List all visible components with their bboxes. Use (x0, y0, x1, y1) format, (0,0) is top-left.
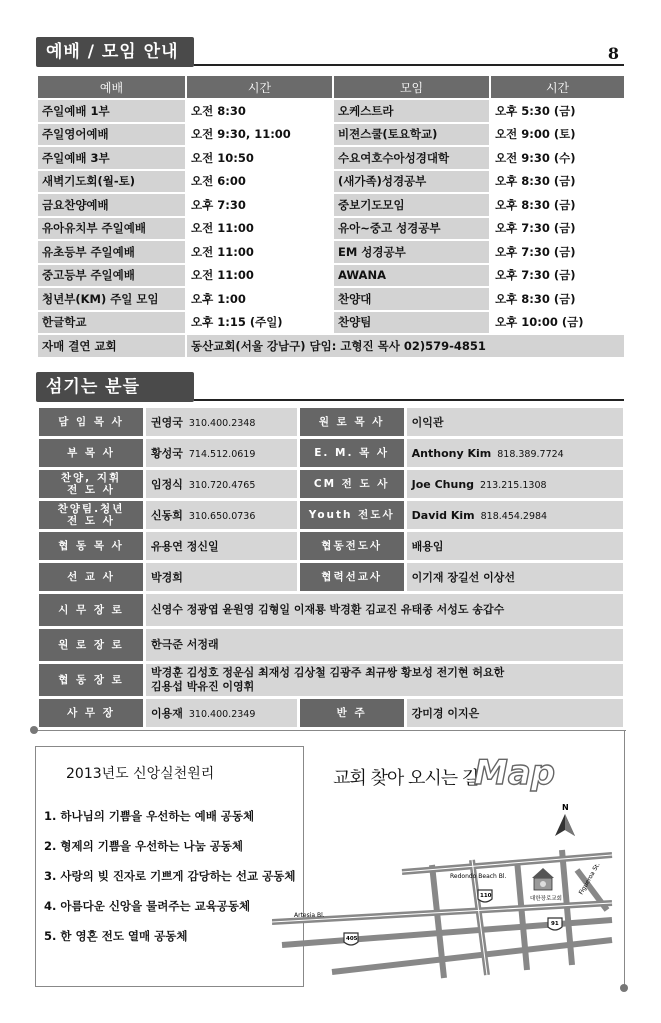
staff-name-text: 이익관 (411, 416, 444, 429)
highway-shield-icon (478, 890, 492, 902)
list-item: 3. 사랑의 빚 진자로 기쁘게 감당하는 선교 공동체 (44, 869, 296, 883)
staff-role (39, 629, 143, 661)
table-row (38, 241, 624, 263)
staff-name-text: David Kim (411, 508, 475, 522)
svg-text:110: 110 (480, 893, 492, 899)
phone-number: 310.720.4765 (188, 480, 256, 491)
table-cell: 오전 9:30 (수) (491, 147, 624, 169)
staff-role-text: 협력선교사 (321, 571, 383, 583)
highway-shield-icon (548, 918, 562, 930)
staff-row (39, 699, 623, 727)
staff-name (407, 532, 623, 560)
staff-name-text: 배용임 (411, 540, 444, 553)
svg-text:91: 91 (551, 921, 559, 927)
staff-role (39, 532, 143, 560)
staff-name (407, 501, 623, 529)
staff-name-text: 강미경 이지은 (411, 707, 480, 720)
staff-table (36, 405, 626, 730)
map-title: 교회 찾아 오시는 길 (333, 768, 479, 789)
table-cell: 오케스트라 (334, 100, 489, 122)
table-cell: 금요찬양예배 (38, 194, 185, 216)
staff-role-text: 원 로 장 로 (58, 639, 124, 651)
staff-name (146, 501, 297, 529)
table-row (38, 124, 624, 146)
phone-number: 714.512.0619 (188, 449, 256, 460)
staff-role-text: 협동전도사 (321, 540, 383, 552)
corner-dot (620, 984, 628, 992)
staff-row (39, 563, 623, 591)
staff-names-text: 박경훈 김성호 정운심 최재성 김상철 김광주 최규쌍 황보성 전기현 허요한 김용섭 박유진 이영휘 (151, 666, 505, 693)
staff-names-text: 한극준 서정래 (151, 638, 219, 651)
staff-role (300, 470, 404, 498)
staff-role (300, 563, 404, 591)
north-arrow-icon (555, 803, 575, 836)
staff-role (39, 699, 143, 727)
staff-name (407, 699, 623, 727)
table-cell: 새벽기도회(월-토) (38, 171, 185, 193)
table-cell: 비젼스쿨(토요학교) (334, 124, 489, 146)
staff-name-text: 권영국 (151, 416, 183, 429)
staff-role (300, 501, 404, 529)
table-cell: 주일예배 3부 (38, 147, 185, 169)
staff-name (407, 408, 623, 436)
phone-number: 310.650.0736 (188, 511, 256, 522)
divider-line (624, 730, 625, 985)
staff-role-text: Youth 전도사 (308, 509, 395, 521)
staff-role (300, 699, 404, 727)
table-cell: 오전 11:00 (187, 241, 332, 263)
phone-number: 818.389.7724 (497, 448, 564, 460)
staff-name-text: 임정식 (151, 478, 183, 491)
divider-line (34, 730, 626, 731)
table-cell: 찬양팀 (334, 312, 489, 334)
table-row (38, 194, 624, 216)
staff-names (146, 594, 623, 626)
principles-box (35, 746, 304, 987)
list-item: 2. 형제의 기쁨을 우선하는 나눔 공동체 (44, 839, 244, 853)
schedule-table (36, 74, 626, 359)
table-row (38, 265, 624, 287)
table-cell: (새가족)성경공부 (334, 171, 489, 193)
table-row (38, 218, 624, 240)
list-item: 1. 하나님의 기쁨을 우선하는 예배 공동체 (44, 809, 255, 823)
table-cell: 오후 10:00 (금) (491, 312, 624, 334)
staff-role (39, 408, 143, 436)
table-cell: 오후 7:30 (금) (491, 218, 624, 240)
staff-name-text: 이기재 장길선 이상선 (411, 571, 515, 584)
staff-name-text: 박경희 (151, 571, 183, 584)
staff-role (39, 594, 143, 626)
staff-role-text: 부 목 사 (67, 447, 115, 459)
svg-text:N: N (562, 803, 569, 812)
svg-text:405: 405 (346, 936, 358, 942)
table-cell: 오전 11:00 (187, 265, 332, 287)
table-row (38, 100, 624, 122)
phone-number: 818.454.2984 (480, 510, 548, 522)
page-number: 8 (607, 44, 619, 63)
staff-name (146, 699, 297, 727)
street-label: Artesia Bl. (294, 912, 325, 919)
map-logo-text: Map (474, 753, 556, 792)
list-item: 4. 아름다운 신앙을 물려주는 교육공동체 (44, 899, 251, 913)
phone-number: 310.400.2348 (188, 418, 256, 429)
table-cell: 오전 6:00 (187, 171, 332, 193)
staff-role (39, 439, 143, 467)
staff-name (146, 439, 297, 467)
staff-name-text: 황성국 (151, 447, 183, 460)
table-cell: 유초등부 주일예배 (38, 241, 185, 263)
staff-role-text: 찬양팀.청년 전 도 사 (57, 503, 125, 527)
staff-role (39, 563, 143, 591)
header-service: 예배 (38, 76, 185, 98)
staff-row (39, 629, 623, 661)
table-cell: 오후 8:30 (금) (491, 194, 624, 216)
table-cell: AWANA (334, 265, 489, 287)
sister-church-label: 자매 결연 교회 (38, 335, 185, 357)
staff-name (407, 470, 623, 498)
staff-row (39, 470, 623, 498)
staff-row (39, 439, 623, 467)
staff-row (39, 594, 623, 626)
table-cell: 유아유치부 주일예배 (38, 218, 185, 240)
staff-name (407, 563, 623, 591)
table-row (38, 288, 624, 310)
header-time: 시간 (491, 76, 624, 98)
staff-role-text: E. M. 목 사 (314, 447, 390, 459)
staff-role-text: 시 무 장 로 (58, 604, 124, 616)
table-cell: 오전 11:00 (187, 218, 332, 240)
principles-list (44, 809, 295, 959)
table-cell: 유아~중고 성경공부 (334, 218, 489, 240)
section-rule (194, 64, 624, 66)
table-cell: 오전 9:30, 11:00 (187, 124, 332, 146)
phone-number: 213.215.1308 (480, 479, 547, 491)
principles-title: 2013년도 신앙실천원리 (66, 766, 215, 782)
table-cell: 오후 1:15 (주일) (187, 312, 332, 334)
sister-church-value: 동산교회(서울 강남구) 담임: 고형진 목사 02)579-4851 (187, 335, 624, 357)
schedule-header-row (38, 76, 624, 98)
table-cell: 오전 10:50 (187, 147, 332, 169)
staff-row (39, 532, 623, 560)
table-row (38, 171, 624, 193)
staff-role-text: 협 동 목 사 (58, 540, 124, 552)
sister-church-row (38, 335, 624, 357)
table-cell: 한글학교 (38, 312, 185, 334)
staff-role-text: 협 동 장 로 (58, 674, 124, 686)
list-item: 5. 한 영혼 전도 열매 공동체 (44, 929, 188, 943)
staff-role (39, 501, 143, 529)
highway-shield-icon (344, 933, 358, 945)
table-row (38, 147, 624, 169)
table-cell: 오후 8:30 (금) (491, 171, 624, 193)
table-row (38, 312, 624, 334)
staff-name-text: 신동희 (151, 509, 183, 522)
church-icon (532, 868, 554, 890)
staff-name-text: Anthony Kim (411, 446, 492, 460)
section-rule (194, 399, 624, 401)
phone-number: 310.400.2349 (188, 709, 256, 720)
church-label: 대한장로교회 (530, 896, 562, 902)
staff-row (39, 501, 623, 529)
map-logo (470, 752, 615, 792)
table-cell: 오전 9:00 (토) (491, 124, 624, 146)
staff-name (146, 563, 297, 591)
table-cell: 청년부(KM) 주일 모임 (38, 288, 185, 310)
staff-names (146, 664, 623, 696)
staff-role-text: 선 교 사 (67, 571, 115, 583)
staff-name-text: Joe Chung (411, 477, 475, 491)
staff-role (300, 439, 404, 467)
section-title-staff: 섬기는 분들 (36, 372, 194, 402)
staff-name (146, 470, 297, 498)
street-label: Figueroa St. (577, 861, 602, 896)
table-cell: 찬양대 (334, 288, 489, 310)
table-cell: 오후 7:30 (금) (491, 241, 624, 263)
staff-names-text: 신영수 정광엽 윤원영 김형일 이재룡 박경환 김교진 유태종 서성도 송갑수 (151, 603, 505, 616)
corner-dot (30, 726, 38, 734)
staff-role (39, 664, 143, 696)
staff-name (146, 408, 297, 436)
table-cell: 주일영어예배 (38, 124, 185, 146)
table-cell: 오후 1:00 (187, 288, 332, 310)
staff-role (39, 470, 143, 498)
staff-name-text: 이용재 (151, 707, 183, 720)
staff-role-text: 반 주 (336, 707, 367, 719)
table-cell: 오후 7:30 (금) (491, 265, 624, 287)
staff-name (407, 439, 623, 467)
staff-row (39, 408, 623, 436)
staff-role-text: 사 무 장 (67, 707, 115, 719)
section-title-services: 예배 / 모임 안내 (36, 37, 194, 67)
staff-names (146, 629, 623, 661)
staff-row (39, 664, 623, 696)
table-cell: 수요여호수아성경대학 (334, 147, 489, 169)
header-meeting: 모임 (334, 76, 489, 98)
directions-map (272, 800, 622, 980)
staff-role (300, 408, 404, 436)
table-cell: 오후 5:30 (금) (491, 100, 624, 122)
staff-name (146, 532, 297, 560)
staff-role-text: 원 로 목 사 (318, 416, 385, 428)
staff-role (300, 532, 404, 560)
staff-role-text: 담 임 목 사 (58, 416, 124, 428)
table-cell: 오후 7:30 (187, 194, 332, 216)
table-cell: EM 성경공부 (334, 241, 489, 263)
staff-role-text: 찬양, 지휘 전 도 사 (60, 472, 122, 496)
header-time: 시간 (187, 76, 332, 98)
street-label: Redondo Beach Bl. (450, 873, 507, 880)
table-cell: 중고등부 주일예배 (38, 265, 185, 287)
table-cell: 오전 8:30 (187, 100, 332, 122)
table-cell: 중보기도모임 (334, 194, 489, 216)
staff-name-text: 유용연 정신일 (151, 540, 219, 553)
staff-role-text: CM 전 도 사 (313, 478, 390, 490)
table-cell: 오후 8:30 (금) (491, 288, 624, 310)
table-cell: 주일예배 1부 (38, 100, 185, 122)
